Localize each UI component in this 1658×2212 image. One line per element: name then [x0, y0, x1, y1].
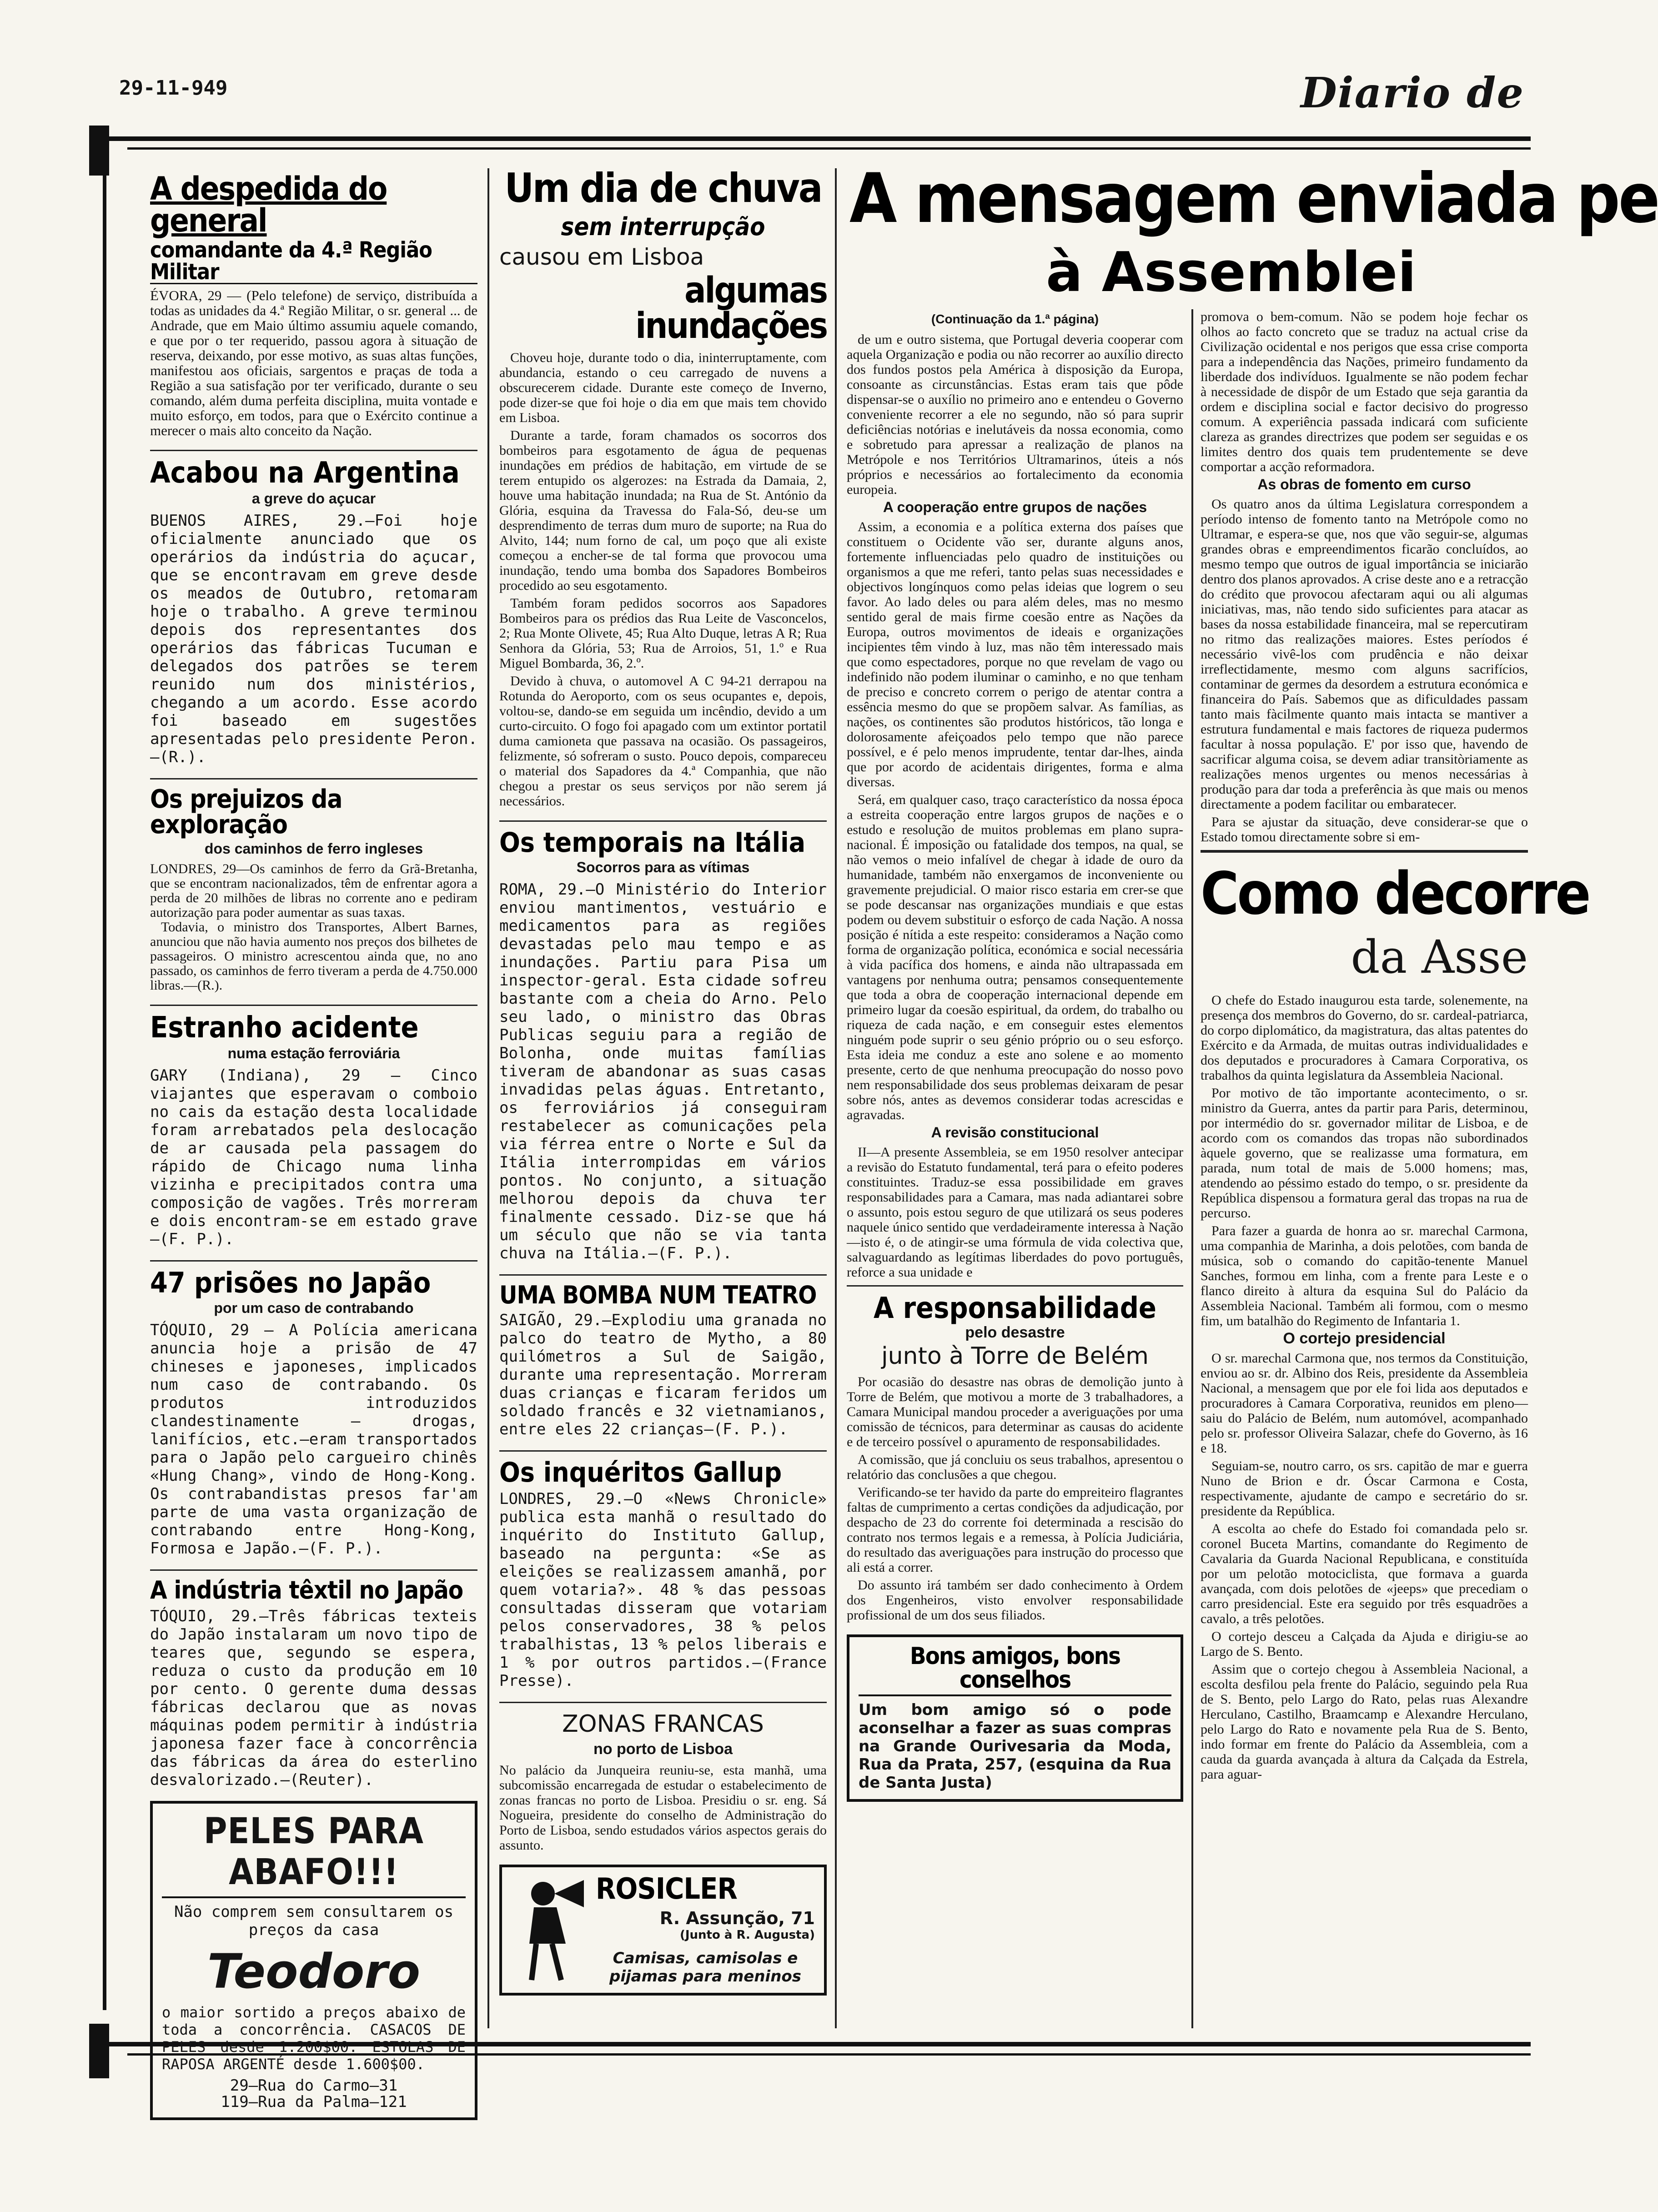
article-japao-prisoes — [150, 1266, 477, 1558]
paragraph: O chefe do Estado inaugurou esta tarde, solenemente, na presença dos membros do Governo, do sr. cardeal-patriarca, do corpo diplomático, da magistratura, das altas patentes do Exército e da Armada, de muitas outras individualidades e dos deputados e procuradores à Camara Corporativa, os trabalhos da quinta legislatura da Assembleia Nacional. — [1201, 993, 1528, 1083]
continuation-note: (Continuação da 1.ª página) — [931, 312, 1099, 326]
top-rule — [107, 136, 1531, 141]
subheadline: dos caminhos de ferro ingleses — [204, 840, 423, 857]
paragraph: Para se ajustar da situação, deve considerar-se que o Estado tomou directamente sobre si em- — [1201, 814, 1528, 845]
column-rule-1 — [487, 168, 489, 2028]
top-rule-2 — [127, 147, 1531, 150]
article-body: GARY (Indiana), 29 — Cinco viajantes que esperavam o comboio no cais da estação desta localidade foram arrebatados pela deslocação de ar causada pela passagem do rápido de Chicago numa linha vizinha e precipitados contra uma composição de vagões. Três morreram e dois encontram-se em estado grave—(F. P.). — [150, 1066, 477, 1248]
paragraph: de um e outro sistema, que Portugal deveria cooperar com aquela Organização e podia ou não recorrer ao auxílio directo dos fundos postos pela América à disposição da Europa, consoante as circunstâncias. Estas eram tais que pôde dispensar-se o auxílio no primeiro ano e entendeu o Governo conveniente recorrer a ele no segundo, não só para suprir deficiências notórias e inelutáveis da nossa economia, como e sobretudo para apressar a realização de planos na Metrópole e nos Territórios Ultramarinos, úteis a nós próprios e necessários ao fortalecimento da economia europeia. — [847, 332, 1183, 497]
article-body: LONDRES, 29—Os caminhos de ferro da Grã-Bretanha, que se encontram nacionalizados, têm de enfrentar agora a perda de 20 milhões de libras no corrente ano e pediram autorização para poder aumentar as suas taxas. — [150, 861, 477, 920]
article-japao-textil — [150, 1578, 477, 1789]
article-responsabilidade — [847, 1294, 1183, 1623]
subheadline-1: sem interrupção — [561, 212, 765, 241]
column-rule-3 — [1191, 309, 1193, 2028]
divider — [499, 1274, 827, 1276]
headline: Os inquéritos Gallup — [499, 1457, 782, 1488]
divider — [847, 1285, 1183, 1287]
article-body — [1201, 309, 1528, 845]
column-1 — [150, 170, 477, 2111]
advert-address: R. Assunção, 71 — [659, 1908, 815, 1928]
advert-brand: ROSICLER — [596, 1872, 737, 1906]
advert-title: Bons amigos, bons conselhos — [859, 1644, 1171, 1696]
article-caminhos-ferro — [150, 784, 477, 993]
article-acidente — [150, 1013, 477, 1248]
divider — [150, 1005, 477, 1006]
advert-tagline: Camisas, camisolas e pijamas para meninos — [609, 1949, 801, 1986]
article-body — [847, 332, 1183, 1280]
headline-2: comandante da 4.ª Região Militar — [150, 239, 477, 284]
paragraph: A comissão, que já concluiu os seus trabalhos, apresentou o relatório das conclusões a que chegou. — [847, 1452, 1183, 1482]
subheadline: por um caso de contrabando — [214, 1300, 414, 1316]
advert-address-2: 119—Rua da Palma—121 — [221, 2093, 407, 2111]
divider — [499, 820, 827, 822]
page-date: 29-11-949 — [119, 76, 228, 100]
subheadline: a greve do açucar — [251, 490, 376, 507]
article-body: TÓQUIO, 29 — A Polícia americana anuncia hoje a prisão de 47 chineses e japoneses, implicados num caso de contrabando. Os produtos introduzidos clandestinamente — drogas, lanifícios, etc.—eram transportados para o Japão pelo cargueiro chinês «Hung Chang», vindo de Hong-Kong. Os contrabandistas presos far'am parte de uma vasta organização de contrabando entre Hong-Kong, Formosa e Japão.—(F. P.). — [150, 1321, 477, 1558]
headline: Os temporais na Itália — [499, 827, 805, 859]
subheadline-2: causou em Lisboa — [499, 244, 704, 270]
left-margin-bar — [89, 126, 109, 176]
paragraph: Assim, a economia e a política externa dos países que constituem o Ocidente vão ser, durante alguns anos, fortemente influenciadas pelo quadro de instituições ou organismos a que me referi, tanto pelas suas necessidades e objectivos longínquos como pelas ideias que logrem o seu favor. Ao lado deles ou para além deles, mas no mesmo sentido geral de mais firme coesão entre as Nações da Europa, outros movimentos de ideais e organizações incipientes têm vindo à luz, mas não têm interessado mais que como espectadores, porque no que revelam de vago ou indefinido não podem iluminar o caminho, e no que tenham de preciso e concreto correm o perigo de atentar contra a essência mesmo do que se propõem salvar. As famílias, as nações, os continentes são produtos históricos, tão longa e dolorosamente afeiçoados pelo tempo que não parece possível, e é pelo menos imprudente, tentar dar-lhes, ainda que por acordo de acidentais dirigentes, forma e alma diversas. — [847, 519, 1183, 789]
paragraph: promova o bem-comum. Não se podem hoje fechar os olhos ao facto concreto que se traduz na actual crise da Civilização ocidental e nos perigos que essa crise comporta para a independência das Nações, primeiro fundamento da liberdade dos indivíduos. Igualmente se não podem fechar à necessidade de dispôr de um Estado que seja garantia da ordem e disciplina social e factor decisivo do progresso comum. A experiência passada indicará com suficiente clareza as grandes directrizes que podem ser seguidas e os limites dentro dos quais tem prudentemente se deve comportar a acção reformadora. — [1201, 309, 1528, 474]
paragraph: O cortejo desceu a Calçada da Ajuda e dirigiu-se ao Largo de S. Bento. — [1201, 1629, 1528, 1659]
left-margin-bar-bottom — [89, 2024, 109, 2078]
headline: Um dia de chuva — [504, 165, 822, 211]
section-heading: A revisão constitucional — [931, 1124, 1099, 1141]
article-gallup — [499, 1459, 827, 1690]
divider — [1201, 850, 1528, 853]
advert-teodoro — [150, 1801, 477, 2120]
subheadline: no porto de Lisboa — [593, 1740, 733, 1758]
headline: A despedida do general — [150, 170, 387, 239]
column-2 — [499, 165, 827, 2028]
divider — [150, 450, 477, 451]
paragraph: Por motivo de tão importante acontecimento, o sr. ministro da Guerra, antes da partir para Paris, determinou, por intermédio do sr. governador militar de Lisboa, e de acordo com os comandos das tropas não subordinados àquele governo, que se realizasse uma formatura, em parada, num total de mais de 5.000 homens; mas, atendendo ao péssimo estado do tempo, o sr. presidente da República dispensou a formatura geral das tropas na rua de percurso. — [1201, 1086, 1528, 1221]
advert-line: Não comprem sem consultarem os preços da casa — [174, 1903, 454, 1939]
headline: Os prejuizos da exploração — [150, 784, 342, 840]
headline: A indústria têxtil no Japão — [150, 1576, 463, 1604]
divider — [150, 1569, 477, 1571]
article-body: SAIGÃO, 29.—Explodiu uma granada no palco do teatro de Mytho, a 80 quilómetros a Sul de Saigão, durante uma representação. Morreram duas crianças e ficaram feridos um soldado francês e 32 vietnamianos, entre eles 22 crianças—(F. P.). — [499, 1311, 827, 1438]
section-heading: O cortejo presidencial — [1283, 1330, 1446, 1347]
article-body: TÓQUIO, 29.—Três fábricas texteis do Japão instalaram um novo tipo de teares que, segundo se espera, reduza o custo da produção em 10 por cento. O gerente duma dessas fábricas declarou que as novas máquinas podem permitir à indústria japonesa fazer face à concorrência das fábricas da área do esterlino desvalorizado.—(Reuter). — [150, 1607, 477, 1789]
subheadline: Socorros para as vítimas — [576, 859, 750, 875]
paragraph: Choveu hoje, durante todo o dia, ininterruptamente, com abundancia, estando o ceu carregado de nuvens a obscurecerem cidade. Durante este começo de Inverno, pode dizer-se que foi hoje o dia em que mais tem chovido em Lisboa. — [499, 350, 827, 425]
divider — [150, 778, 477, 779]
advert-body: o maior sortido a preços abaixo de toda a concorrência. CASACOS DE PELES desde 1.200$00. ESTOLAS DE RAPOSA ARGENTÉ desde 1.600$00. — [162, 2004, 466, 2073]
article-italia — [499, 829, 827, 1262]
paragraph: Será, em qualquer caso, traço característico da nossa época a estreita cooperação entre largos grupos de nações e o estudo e resolução de muitos problemas em plano supra-nacional. É imposição ou fatalidade dos tempos, na qual, se não vemos o meio infalível de chegar à idade de ouro da humanidade, também não enxergamos de inconveniente ou gravemente prejudicial. O maior risco estaria em crer-se que se pode descansar nas organizações mundiais e que estas podem ou devem substituir o esforço de cada Nação. A nossa posição é nítida a este respeito: consideramos a Nação como forma de organização política, económica e social necessária à vida pacífica dos homens, e ainda não ultrapassada em vantagens por nenhuma outra; pensamos consequentemente que toda a obra de cooperação internacional depende em primeiro lugar da coesão espiritual, da ordem, do trabalho ou riqueza de cada nação, e em conseguir estes elementos ninguém pode suprir o seu génio próprio ou o seu esforço. Esta ideia me conduz a este ano solene e ao momento presente, certo de que nenhuma preocupação do nosso povo nem responsabilidade dos seus problemas deixaram de pesar sobre nós, antes as devemos considerar todas acrescidas e agravadas. — [847, 792, 1183, 1122]
article-bomba — [499, 1283, 827, 1438]
paragraph: Seguiam-se, noutro carro, os srs. capitão de mar e guerra Nuno de Brion e dr. Óscar Carmona e Costa, respectivamente, ajudante de campo e secretário do sr. presidente da República. — [1201, 1458, 1528, 1518]
headline: Estranho acidente — [150, 1011, 419, 1045]
paragraph: Por ocasião do desastre nas obras de demolição junto à Torre de Belém, que motivou a morte de 3 trabalhadores, a Camara Municipal mandou proceder a averiguações por uma comissão de técnicos, para determinar as causas do acidente e de terceiro possível o apuramento de responsabilidades. — [847, 1374, 1183, 1449]
advert-address-note: (Junto à R. Augusta) — [679, 1928, 815, 1942]
subheadline: numa estação ferroviária — [227, 1045, 400, 1061]
advert-brand: Teodoro — [207, 1944, 421, 1999]
subheadline-2: junto à Torre de Belém — [881, 1342, 1149, 1370]
section-heading: As obras de fomento em curso — [1257, 476, 1471, 493]
headline: 47 prisões no Japão — [150, 1266, 431, 1299]
section-headline-2: da Asse — [1351, 930, 1528, 984]
article-body: No palácio da Junqueira reuniu-se, esta manhã, uma subcomissão encarregada de estudar o estabelecimento de zonas francas no porto de Lisboa. Presidiu o sr. eng. Sá Nogueira, presidente do conselho de Administração do Porto de Lisboa, sendo estudados vários aspectos gerais do assunto. — [499, 1763, 827, 1853]
divider — [499, 1702, 827, 1703]
advert-title: PELES PARA ABAFO!!! — [162, 1811, 466, 1898]
article-general — [150, 170, 477, 438]
paragraph: O sr. marechal Carmona que, nos termos da Constituição, enviou ao sr. dr. Albino dos Reis, presidente da Assembleia Nacional, a mensagem que por ele foi lida aos deputados e procuradores à Camara Corporativa, reunidos em pleno—saiu do Palácio de Belém, num automóvel, acompanhado pelo sr. professor Oliveira Salazar, chefe do Governo, às 16 e 18. — [1201, 1351, 1528, 1456]
section-heading: A cooperação entre grupos de nações — [883, 499, 1147, 515]
column-rule-2 — [835, 168, 837, 2028]
newsboy-illustration-icon — [511, 1875, 588, 1985]
article-zonas-francas — [499, 1710, 827, 1853]
divider — [499, 1450, 827, 1452]
paragraph: Do assunto irá também ser dado conhecimento à Ordem dos Engenheiros, visto envolver responsabilidade profissional de um dos seus filiados. — [847, 1578, 1183, 1623]
paragraph: Também foram pedidos socorros aos Sapadores Bombeiros para os prédios das Rua Leite de Vasconcelos, 2; Rua Monte Olivete, 45; Rua Alto Duque, letras A R; Rua Senhora da Glória, 53; Rua de Arroios, 51, 1.º e Rua Miguel Bombarda, 36, 2.º. — [499, 596, 827, 671]
divider — [150, 1260, 477, 1262]
article-body — [499, 350, 827, 809]
article-body: ROMA, 29.—O Ministério do Interior enviou mantimentos, vestuário e medicamentos para as regiões devastadas pelo mau tempo e as inundações. Partiu para Pisa um inspector-geral. Esta cidade sofreu bastante com a cheia do Arno. Pelo seu lado, o ministro das Obras Publicas seguiu para a região de Bolonha, onde muitas famílias tiveram de abandonar as suas casas invadidas pelas águas. Entretanto, os ferroviários já conseguiram restabelecer as comunicações pela via férrea entre o Norte e Sul da Itália interrompidas em vários pontos. No conjunto, a situação melhorou depois da chuva ter finalmente cessado. Diz-se que há um século que não se via tanta chuva na Itália.—(F. P.). — [499, 880, 827, 1262]
advert-rosicler — [499, 1865, 827, 1996]
paragraph: Verificando-se ter havido da parte do empreiteiro flagrantes faltas de cumprimento a certas condições da adjudicação, por despacho de 23 do corrente foi determinada a rescisão do contrato nos termos legais e a remessa, à Polícia Judiciária, do resultado das averiguações para instrução do processo que ali está a correr. — [847, 1485, 1183, 1575]
subheadline-3: algumas inundações — [635, 270, 827, 347]
article-body: ÉVORA, 29 — (Pelo telefone) de serviço, distribuída a todas as unidades da 4.ª Região Militar, o sr. general ... de Andrade, que em Maio último assumiu aquele comando, e que por o ter requerido, passou agora à situação de reserva, deixando, por esse motivo, as suas altas funções, manifestou aos oficiais, sargentos e praças de toda a Região a sua satisfação por ter verificado, durante o seu comando, além duma perfeita disciplina, muita vontade e muito esforço, em todos, para que o Exército continue a merecer o mais alto conceito da Nação. — [150, 287, 477, 438]
article-argentina — [150, 458, 477, 766]
newspaper-name: Diario de — [1300, 68, 1524, 117]
headline: A responsabilidade — [874, 1292, 1156, 1325]
article-body — [1201, 993, 1528, 1782]
article-body — [847, 1374, 1183, 1623]
main-headline-2: à Assemblei — [1046, 241, 1417, 304]
headline: ZONAS FRANCAS — [562, 1710, 764, 1738]
article-chuva — [499, 165, 827, 809]
paragraph: Durante a tarde, foram chamados os socorros dos bombeiros para esgotamento de água de pequenas inundações em prédios de habitação, em virtude de se terem entupido os algerozes: na Estrada da Damaia, 2, houve uma habitação inundada; na Rua de St. António da Glória, esquina da Travessa do Fala-Só, deu-se um desprendimento de terras dum muro de suporte; na Rua do Alvito, 144; num forno de cal, um poço que ali existe começou a encher-se de tal forma que provocou uma inundação, tendo uma bomba dos Sapadores Bombeiros procedido ao seu esgotamento. — [499, 428, 827, 593]
paragraph: Os quatro anos da última Legislatura correspondem a período intenso de fomento tanto na Metrópole como no Ultramar, e espera-se que, nos que vão seguir-se, algumas grandes obras e empreendimentos ficarão concluídos, ao mesmo tempo que outros de igual importância se iniciarão dentro dos planos aprovados. A crise deste ano e a retracção do crédito que provocou afectaram aqui ou ali algumas iniciativas, mas, não tendo sido suficientes para atacar as bases da nossa estabilidade financeira, mal se repercutiram no ritmo das realizações maiores. Estes períodos é necessário vivê-los com prudência e não deixar irreflectidamente, mesmo com alguns sacrifícios, contaminar de germes da desordem a estrutura económica e financeira do País. Sabemos que as dificuldades passam tanto mais fàcilmente quanto mais intacta se mantiver a estrutura fundamental e mais factores de riqueza pudermos facultar à nossa população. E' por isso que, havendo de sacrificar alguma coisa, se devem adiar transitòriamente as realizações menos urgentes ou menos necessárias à produção para dar toda a preferência às que mais ou menos directamente a podem facilitar ou embaratecer. — [1201, 497, 1528, 812]
headline: Acabou na Argentina — [150, 456, 460, 490]
paragraph: A escolta ao chefe do Estado foi comandada pelo sr. coronel Buceta Martins, comandante do Regimento de Cavalaria da Guarda Nacional Republicana, e constituída por um pelotão motociclista, que formava a guarda avançada, com dois pelotões de «jeeps» que precediam o carro presidencial. Este era seguido por três esquadrões a cavalo, a três pelotões. — [1201, 1521, 1528, 1626]
paragraph: Devido à chuva, o automovel A C 94-21 derrapou na Rotunda do Aeroporto, com os seus ocupantes e, depois, voltou-se, dando-se em seguida um incêndio, devido a um curto-circuito. O fogo foi apagado com um extintor portatil duma camioneta que passava na ocasião. Os passageiros, felizmente, só sofreram o susto. Pouco depois, compareceu o material dos Sapadores da 4.ª Companhia, que não chegou a prestar os seus serviços por não serem já necessários. — [499, 674, 827, 809]
advert-address-1: 29—Rua do Carmo—31 — [230, 2076, 398, 2095]
article-body: BUENOS AIRES, 29.—Foi hoje oficialmente anunciado que os operários da indústria do açucar, que se encontravam em greve desde os meados de Outubro, retomaram hoje o trabalho. A greve terminou depois dos representantes dos operários das fábricas Tucuman e delegados dos patrões se terem reunido num dos ministérios, chegando a um acordo. Esse acordo foi baseado em sugestões apresentadas pelo presidente Peron.—(R.). — [150, 512, 477, 766]
left-margin-line — [103, 173, 106, 2010]
advert-body: Um bom amigo só o pode aconselhar a fazer as suas compras na Grande Ourivesaria da Moda, Rua da Prata, 257, (esquina da Rua de Santa Justa) — [859, 1701, 1171, 1792]
section-headline: Como decorre — [1201, 860, 1589, 928]
headline: UMA BOMBA NUM TEATRO — [499, 1281, 817, 1309]
article-body: LONDRES, 29.—O «News Chronicle» publica esta manhã o resultado do inquérito do Instituto Gallup, baseado na pergunta: «Se as eleições se realizassem amanhã, por quem votaria?». 48 % das pessoas consultadas disseram que votariam pelos conservadores, 38 % pelos trabalhistas, 13 % pelos liberais e 1 % por outros partidos.—(France Presse). — [499, 1490, 827, 1690]
advert-bons-amigos — [847, 1634, 1183, 1802]
subheadline: pelo desastre — [965, 1324, 1065, 1341]
paragraph: II—A presente Assembleia, se em 1950 resolver antecipar a revisão do Estatuto fundamental, terá para o efeito poderes constituintes. Traduz-se essa possibilidade em graves responsabilidades para a Camara, mas nada adiantarei sobre o assunto, pois estou seguro de que utilizará os seus poderes naquele único sentido que verdadeiramente interessa à Nação—isto é, o de atingir-se uma fórmula de vida colectiva que, salvaguardando as legítimas liberdades do povo português, reforce a sua unidade e — [847, 1145, 1183, 1280]
column-4 — [1201, 309, 1589, 2028]
column-3 — [847, 309, 1183, 2028]
main-headline: A mensagem enviada pe — [849, 159, 1658, 238]
article-body-2: Todavia, o ministro dos Transportes, Albert Barnes, anunciou que não havia aumento nos preços dos bilhetes de passageiros. O ministro acrescentou ainda que, no ano passado, os caminhos de ferro tiveram a perda de 4.750.000 libras.—(R.). — [150, 920, 477, 993]
paragraph: Assim que o cortejo chegou à Assembleia Nacional, a escolta desfilou pela frente do Palácio, seguindo pela Rua de S. Bento, pelo Largo do Rato, pelas ruas Alexandre Herculano, Castilho, Braamcamp e Alexandre Herculano, pelo Largo do Rato e novamente pela Rua de S. Bento, indo formar em frente do Palácio da Assembleia, com a cauda da guarda avançada à altura da Calçada da Estrela, para aguar- — [1201, 1662, 1528, 1782]
paragraph: Para fazer a guarda de honra ao sr. marechal Carmona, uma companhia de Marinha, a dois pelotões, com banda de música, sob o comando do capitão-tenente Manuel Sanches, formou em linha, com a frente para Leste e o flanco direito à altura da esquina Sul do Palácio da Assembleia Nacional. Também ali formou, com o mesmo fim, um batalhão do Regimento de Infantaria 1. — [1201, 1223, 1528, 1328]
